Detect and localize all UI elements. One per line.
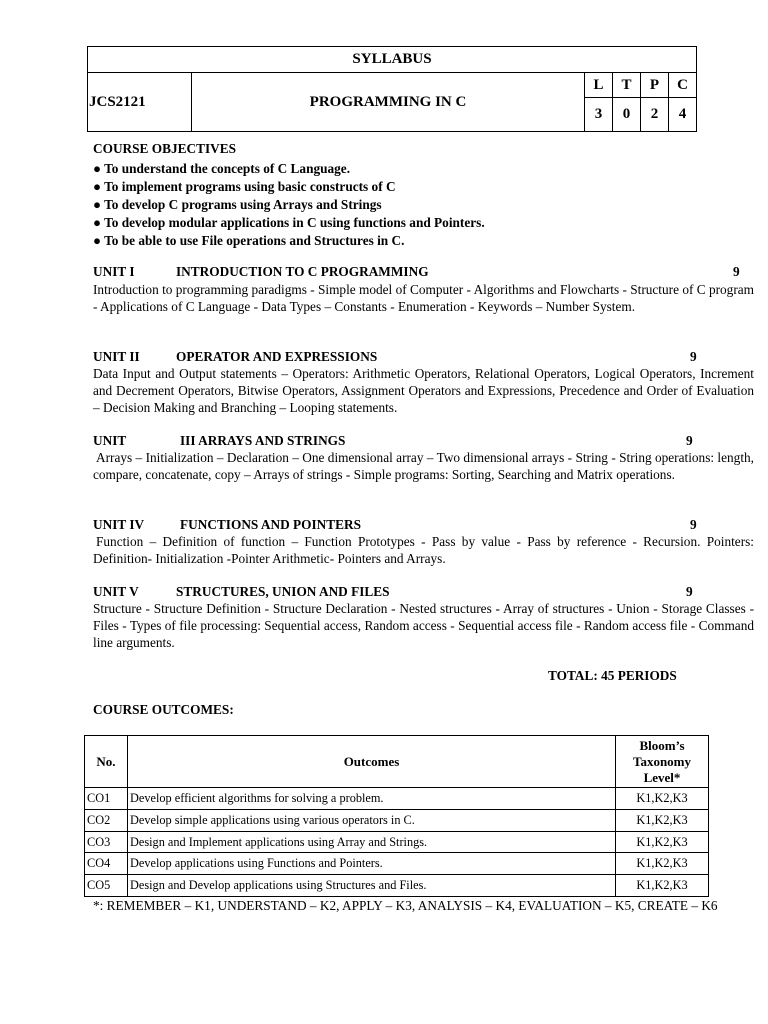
col-header-outcomes: Outcomes: [128, 736, 616, 788]
co-text: Develop efficient algorithms for solving a problem.: [128, 788, 616, 810]
unit-4-title: FUNCTIONS AND POINTERS: [180, 517, 362, 532]
ltpc-label-t: T: [613, 73, 641, 98]
co-text: Develop simple applications using various operators in C.: [128, 810, 616, 832]
co-no: CO1: [85, 788, 128, 810]
unit-3-hours: 9: [686, 433, 693, 448]
col-header-no: No.: [85, 736, 128, 788]
ltpc-label-c: C: [669, 73, 697, 98]
objectives-list: [93, 160, 485, 250]
outcomes-table: [84, 735, 709, 897]
objectives-title: COURSE OBJECTIVES: [93, 141, 236, 156]
co-level: K1,K2,K3: [616, 832, 709, 853]
unit-3-label: UNIT: [93, 433, 127, 448]
ltpc-label-l: L: [585, 73, 613, 98]
unit-2-hours: 9: [690, 349, 697, 364]
unit-1-hours: 9: [733, 264, 740, 279]
co-no: CO5: [85, 875, 128, 897]
unit-2-label: UNIT II: [93, 349, 140, 364]
objective-item: ● To develop modular applications in C using functions and Pointers.: [93, 215, 485, 230]
co-no: CO3: [85, 832, 128, 853]
co-level: K1,K2,K3: [616, 810, 709, 832]
total-periods: TOTAL: 45 PERIODS: [548, 668, 677, 683]
table-row: [85, 788, 709, 810]
unit-5-title: STRUCTURES, UNION AND FILES: [176, 584, 390, 599]
syllabus-title: SYLLABUS: [88, 47, 697, 73]
table-row: [85, 832, 709, 853]
ltpc-label-p: P: [641, 73, 669, 98]
co-level: K1,K2,K3: [616, 788, 709, 810]
unit-5-hours: 9: [686, 584, 693, 599]
course-header-table: [87, 46, 697, 132]
ltpc-value-l: 3: [585, 98, 613, 132]
objective-item: ● To implement programs using basic constructs of C: [93, 179, 396, 194]
outcomes-footnote: *: REMEMBER – K1, UNDERSTAND – K2, APPLY – K3, ANALYSIS – K4, EVALUATION – K5, CREATE – K6: [93, 898, 718, 913]
course-name: PROGRAMMING IN C: [192, 73, 585, 132]
outcomes-title: COURSE OUTCOMES:: [93, 702, 234, 717]
unit-2-title: OPERATOR AND EXPRESSIONS: [176, 349, 378, 364]
objective-item: ● To be able to use File operations and Structures in C.: [93, 233, 405, 248]
ltpc-value-t: 0: [613, 98, 641, 132]
objective-item: ● To develop C programs using Arrays and Strings: [93, 197, 382, 212]
unit-5-text: Structure - Structure Definition - Structure Declaration - Nested structures - Array of structures - Union - Storage Classes - Files - Types of file processing: Sequential access, Random access - Sequential access file - Random access file - Command line arguments.: [93, 601, 754, 650]
unit-4-hours: 9: [690, 517, 697, 532]
unit-1-title: INTRODUCTION TO C PROGRAMMING: [176, 264, 429, 279]
co-text: Design and Develop applications using Structures and Files.: [128, 875, 616, 897]
co-level: K1,K2,K3: [616, 875, 709, 897]
co-no: CO2: [85, 810, 128, 832]
col-header-blooms: Bloom’s Taxonomy Level*: [616, 736, 709, 788]
co-no: CO4: [85, 853, 128, 875]
unit-2-text: Data Input and Output statements – Operators: Arithmetic Operators, Relational Operators, Logical Operators, Increment and Decrement Operators, Bitwise Operators, Assignment Operators and Expressions, Precedence and Order of Evaluation – Decision Making and Branching – Looping statements.: [93, 366, 754, 415]
unit-3-title: III ARRAYS AND STRINGS: [180, 433, 346, 448]
unit-1-label: UNIT I: [93, 264, 135, 279]
unit-4-text: Function – Definition of function – Function Prototypes - Pass by value - Pass by reference - Recursion. Pointers: Definition- Initialization -Pointer Arithmetic- Pointers and Arrays.: [93, 534, 754, 566]
unit-4-label: UNIT IV: [93, 517, 145, 532]
objective-item: ● To understand the concepts of C Language.: [93, 161, 351, 176]
ltpc-value-c: 4: [669, 98, 697, 132]
table-row: [85, 853, 709, 875]
ltpc-value-p: 2: [641, 98, 669, 132]
table-row: [85, 875, 709, 897]
unit-5-label: UNIT V: [93, 584, 139, 599]
course-code: JCS2121: [88, 73, 192, 132]
co-text: Develop applications using Functions and Pointers.: [128, 853, 616, 875]
unit-1-text: Introduction to programming paradigms - Simple model of Computer - Algorithms and Flowcharts - Structure of C program - Applications of C Language - Data Types – Constants - Enumeration - Keywords – Number System.: [93, 282, 754, 314]
co-level: K1,K2,K3: [616, 853, 709, 875]
unit-3-text: Arrays – Initialization – Declaration – One dimensional array – Two dimensional arrays - String - String operations: length, compare, concatenate, copy – Arrays of strings - Simple programs: Sorting, Searching and Matrix operations.: [93, 450, 754, 482]
table-row: [85, 810, 709, 832]
co-text: Design and Implement applications using Array and Strings.: [128, 832, 616, 853]
